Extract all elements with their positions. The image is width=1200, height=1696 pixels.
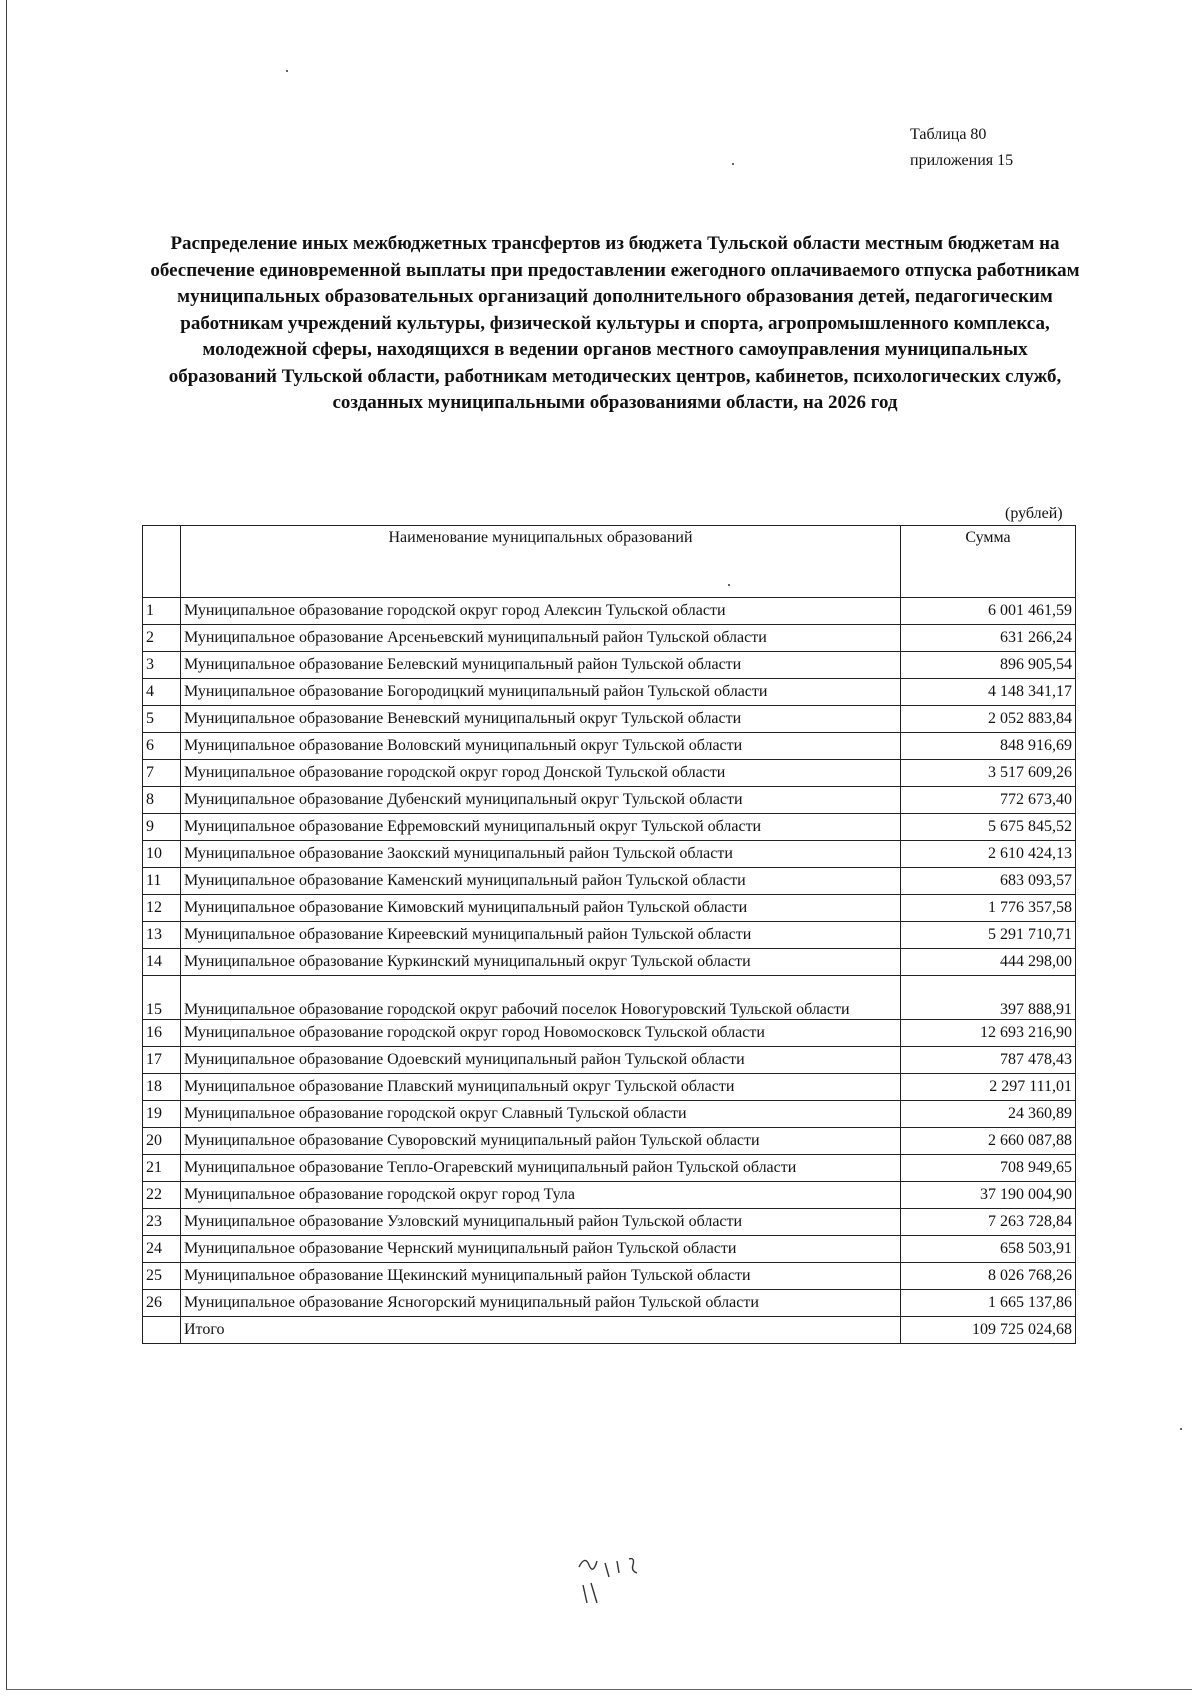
row-sum: 109 725 024,68 bbox=[901, 1317, 1076, 1344]
row-number: 19 bbox=[143, 1101, 181, 1128]
row-sum: 5 675 845,52 bbox=[901, 814, 1076, 841]
header-name: Наименование муниципальных образований bbox=[181, 526, 901, 598]
row-name: Муниципальное образование Белевский муниципальный район Тульской области bbox=[181, 652, 901, 679]
appendix-reference: приложения 15 bbox=[910, 152, 1014, 169]
table-row bbox=[143, 1020, 1076, 1047]
row-sum: 3 517 609,26 bbox=[901, 760, 1076, 787]
row-sum: 2 052 883,84 bbox=[901, 706, 1076, 733]
row-name: Муниципальное образование Щекинский муниципальный район Тульской области bbox=[181, 1263, 901, 1290]
row-sum: 4 148 341,17 bbox=[901, 679, 1076, 706]
row-sum: 683 093,57 bbox=[901, 868, 1076, 895]
row-number: 13 bbox=[143, 922, 181, 949]
table-row bbox=[143, 1047, 1076, 1074]
row-sum: 2 660 087,88 bbox=[901, 1128, 1076, 1155]
row-name: Муниципальное образование Плавский муниципальный округ Тульской области bbox=[181, 1074, 901, 1101]
row-name: Муниципальное образование Воловский муниципальный округ Тульской области bbox=[181, 733, 901, 760]
scan-speck bbox=[732, 163, 734, 165]
table-row bbox=[143, 733, 1076, 760]
table-row bbox=[143, 679, 1076, 706]
row-sum: 2 610 424,13 bbox=[901, 841, 1076, 868]
table-row bbox=[143, 1074, 1076, 1101]
row-number: 7 bbox=[143, 760, 181, 787]
row-number: 22 bbox=[143, 1182, 181, 1209]
row-sum: 772 673,40 bbox=[901, 787, 1076, 814]
row-name: Муниципальное образование Тепло-Огаревский муниципальный район Тульской области bbox=[181, 1155, 901, 1182]
row-sum: 12 693 216,90 bbox=[901, 1020, 1076, 1047]
table-row bbox=[143, 1182, 1076, 1209]
scan-speck bbox=[1180, 1428, 1182, 1430]
row-name: Муниципальное образование городской округ город Тула bbox=[181, 1182, 901, 1209]
row-sum: 37 190 004,90 bbox=[901, 1182, 1076, 1209]
row-name: Муниципальное образование Киреевский муниципальный район Тульской области bbox=[181, 922, 901, 949]
row-sum: 2 297 111,01 bbox=[901, 1074, 1076, 1101]
row-number: 11 bbox=[143, 868, 181, 895]
row-number: 1 bbox=[143, 598, 181, 625]
row-sum: 6 001 461,59 bbox=[901, 598, 1076, 625]
header-sum: Сумма bbox=[901, 526, 1076, 598]
row-number: 14 bbox=[143, 949, 181, 976]
handwritten-signature bbox=[565, 1545, 675, 1625]
scan-speck bbox=[286, 70, 288, 72]
row-number: 18 bbox=[143, 1074, 181, 1101]
header-number bbox=[143, 526, 181, 598]
row-sum: 5 291 710,71 bbox=[901, 922, 1076, 949]
row-number: 15 bbox=[143, 976, 181, 1020]
row-name: Муниципальное образование Ефремовский муниципальный округ Тульской области bbox=[181, 814, 901, 841]
table-row bbox=[143, 787, 1076, 814]
row-number: 21 bbox=[143, 1155, 181, 1182]
table-row bbox=[143, 1263, 1076, 1290]
table-row bbox=[143, 706, 1076, 733]
table-row bbox=[143, 760, 1076, 787]
table-row bbox=[143, 895, 1076, 922]
table-row bbox=[143, 976, 1076, 1020]
table-row bbox=[143, 841, 1076, 868]
row-sum: 658 503,91 bbox=[901, 1236, 1076, 1263]
row-sum: 444 298,00 bbox=[901, 949, 1076, 976]
row-number: 4 bbox=[143, 679, 181, 706]
row-name: Муниципальное образование Заокский муниципальный район Тульской области bbox=[181, 841, 901, 868]
row-number: 8 bbox=[143, 787, 181, 814]
table-row bbox=[143, 625, 1076, 652]
row-name: Муниципальное образование Одоевский муниципальный район Тульской области bbox=[181, 1047, 901, 1074]
row-number: 26 bbox=[143, 1290, 181, 1317]
row-name: Муниципальное образование Веневский муниципальный округ Тульской области bbox=[181, 706, 901, 733]
row-name: Муниципальное образование Узловский муниципальный район Тульской области bbox=[181, 1209, 901, 1236]
row-number: 9 bbox=[143, 814, 181, 841]
row-name: Муниципальное образование Ясногорский муниципальный район Тульской области bbox=[181, 1290, 901, 1317]
total-row bbox=[143, 1317, 1076, 1344]
row-number: 23 bbox=[143, 1209, 181, 1236]
row-number: 12 bbox=[143, 895, 181, 922]
row-number: 6 bbox=[143, 733, 181, 760]
row-name: Муниципальное образование Арсеньевский муниципальный район Тульской области bbox=[181, 625, 901, 652]
table-row bbox=[143, 1236, 1076, 1263]
row-sum: 631 266,24 bbox=[901, 625, 1076, 652]
table-row bbox=[143, 1101, 1076, 1128]
table-row bbox=[143, 1128, 1076, 1155]
row-number: 16 bbox=[143, 1020, 181, 1047]
table-row bbox=[143, 1209, 1076, 1236]
row-sum: 397 888,91 bbox=[901, 976, 1076, 1020]
row-name: Муниципальное образование Кимовский муниципальный район Тульской области bbox=[181, 895, 901, 922]
table-row bbox=[143, 1155, 1076, 1182]
row-name: Муниципальное образование Дубенский муниципальный округ Тульской области bbox=[181, 787, 901, 814]
table-row bbox=[143, 949, 1076, 976]
row-number: 24 bbox=[143, 1236, 181, 1263]
row-sum: 24 360,89 bbox=[901, 1101, 1076, 1128]
row-name: Муниципальное образование городской округ город Новомосковск Тульской области bbox=[181, 1020, 901, 1047]
row-sum: 8 026 768,26 bbox=[901, 1263, 1076, 1290]
table-number: Таблица 80 bbox=[910, 126, 987, 143]
row-name: Муниципальное образование Чернский муниципальный район Тульской области bbox=[181, 1236, 901, 1263]
row-sum: 787 478,43 bbox=[901, 1047, 1076, 1074]
row-number: 10 bbox=[143, 841, 181, 868]
table-row bbox=[143, 1290, 1076, 1317]
document-title: Распределение иных межбюджетных трансфертов из бюджета Тульской области местным бюджетам на обеспечение единовременной выплаты при предоставлении ежегодного оплачиваемого отпуска работникам муниципальных образовательных организаций дополнительного образования детей, педагогическим работникам учреждений культуры, физической культуры и спорта, агропромышленного комплекса, молодежной сферы, находящихся в ведении органов местного самоуправления муниципальных образований Тульской области, работникам методических центров, кабинетов, психологических служб, созданных муниципальными образованиями области, на 2026 год bbox=[150, 233, 1080, 413]
row-number: 5 bbox=[143, 706, 181, 733]
table-row bbox=[143, 598, 1076, 625]
row-sum: 708 949,65 bbox=[901, 1155, 1076, 1182]
row-sum: 1 665 137,86 bbox=[901, 1290, 1076, 1317]
row-name: Муниципальное образование городской округ рабочий поселок Новогуровский Тульской области bbox=[181, 976, 901, 1020]
row-number: 20 bbox=[143, 1128, 181, 1155]
table-row bbox=[143, 922, 1076, 949]
row-name: Муниципальное образование городской округ город Донской Тульской области bbox=[181, 760, 901, 787]
row-name: Муниципальное образование Богородицкий муниципальный район Тульской области bbox=[181, 679, 901, 706]
row-name: Муниципальное образование Суворовский муниципальный район Тульской области bbox=[181, 1128, 901, 1155]
row-name: Муниципальное образование городской округ Славный Тульской области bbox=[181, 1101, 901, 1128]
table-row bbox=[143, 868, 1076, 895]
row-number: 2 bbox=[143, 625, 181, 652]
row-number: 17 bbox=[143, 1047, 181, 1074]
table-row bbox=[143, 814, 1076, 841]
table-reference bbox=[910, 122, 1013, 174]
row-name: Муниципальное образование Куркинский муниципальный округ Тульской области bbox=[181, 949, 901, 976]
units-label: (рублей) bbox=[1005, 505, 1063, 522]
row-sum: 7 263 728,84 bbox=[901, 1209, 1076, 1236]
row-number: 3 bbox=[143, 652, 181, 679]
row-number bbox=[143, 1317, 181, 1344]
row-name: Муниципальное образование городской округ город Алексин Тульской области bbox=[181, 598, 901, 625]
distribution-table bbox=[142, 525, 1076, 1344]
table-body bbox=[143, 598, 1076, 1344]
row-sum: 896 905,54 bbox=[901, 652, 1076, 679]
row-sum: 1 776 357,58 bbox=[901, 895, 1076, 922]
row-name: Итого bbox=[181, 1317, 901, 1344]
row-number: 25 bbox=[143, 1263, 181, 1290]
row-sum: 848 916,69 bbox=[901, 733, 1076, 760]
row-name: Муниципальное образование Каменский муниципальный район Тульской области bbox=[181, 868, 901, 895]
table-header-row bbox=[143, 526, 1076, 598]
table-row bbox=[143, 652, 1076, 679]
